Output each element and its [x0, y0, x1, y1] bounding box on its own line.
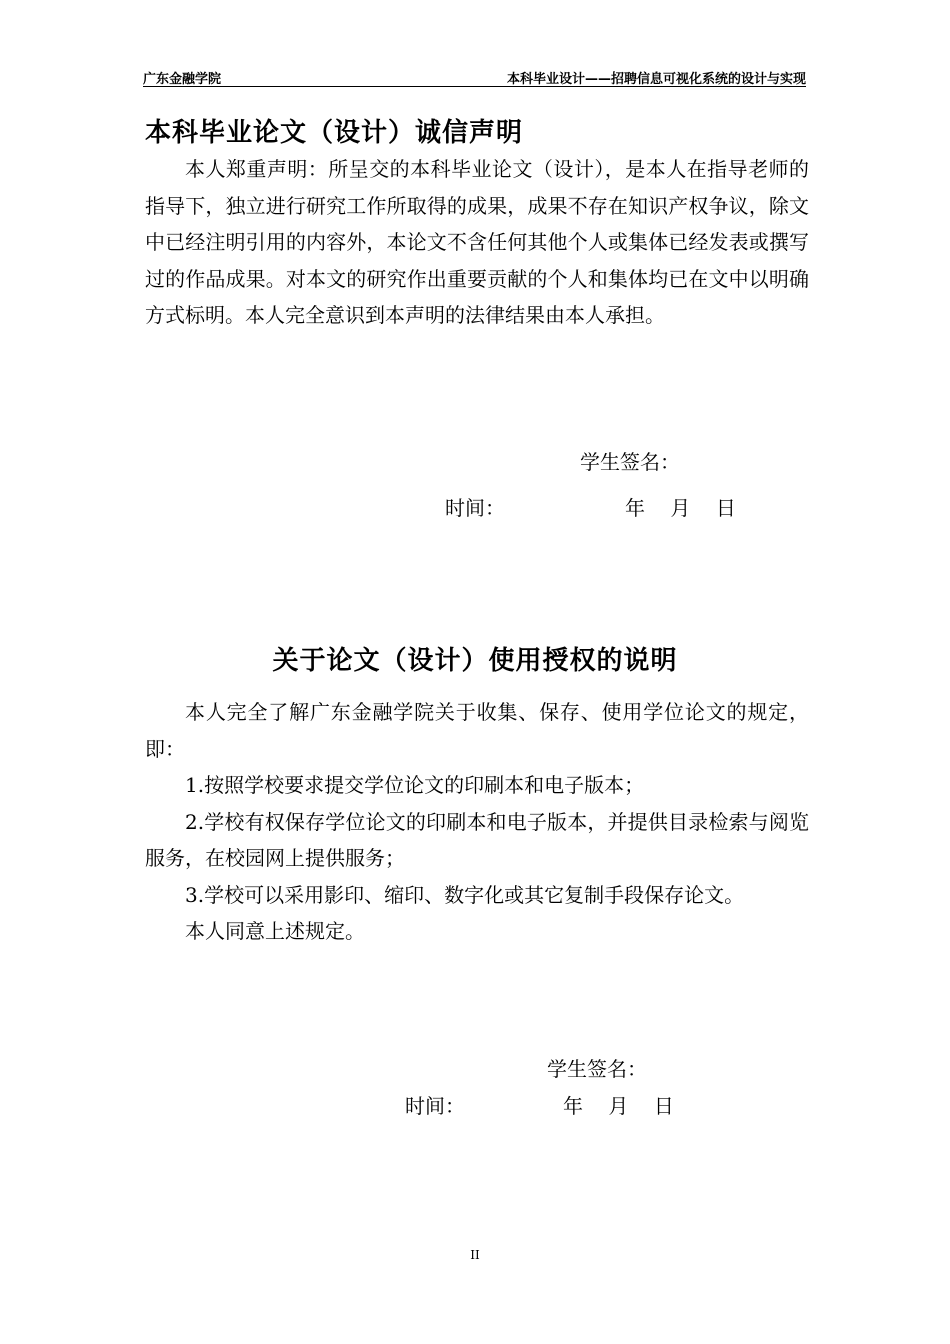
integrity-signature-label: 学生签名： [580, 450, 680, 474]
header-institution: 广东金融学院 [143, 72, 222, 87]
integrity-statement-body [145, 151, 809, 334]
authorization-body [145, 694, 809, 950]
authorization-item-1: 1.按照学校要求提交学位论文的印刷本和电子版本； [185, 773, 645, 797]
authorization-item-2: 2.学校有权保存学位论文的印刷本和电子版本，并提供目录检索与阅览服务，在校园网上提供服务； [145, 809, 809, 870]
authorization-intro: 本人完全了解广东金融学院关于收集、保存、使用学位论文的规定，即： [145, 700, 809, 761]
authorization-date-fields: 年 月 日 [563, 1094, 674, 1118]
integrity-time-label: 时间： [445, 496, 505, 520]
integrity-statement-text: 本人郑重声明：所呈交的本科毕业论文（设计），是本人在指导老师的指导下，独立进行研究工作所取得的成果，成果不存在知识产权争议，除文中已经注明引用的内容外，本论文不含任何其他个人或集体已经发表或撰写过的作品成果。对本文的研究作出重要贡献的个人和集体均已在文中以明确方式标明。本人完全意识到本声明的法律结果由本人承担。 [145, 157, 809, 327]
authorization-signature-label: 学生签名： [547, 1057, 647, 1081]
page-number: II [470, 1248, 480, 1262]
authorization-title: 关于论文（设计）使用授权的说明 [272, 646, 678, 676]
page-header [143, 66, 806, 87]
header-document-title: 本科毕业设计——招聘信息可视化系统的设计与实现 [506, 72, 806, 87]
authorization-consent: 本人同意上述规定。 [185, 919, 365, 943]
authorization-item-3: 3.学校可以采用影印、缩印、数字化或其它复制手段保存论文。 [185, 882, 745, 907]
integrity-statement-title: 本科毕业论文（设计）诚信声明 [145, 118, 524, 148]
authorization-time-label: 时间： [405, 1094, 465, 1118]
integrity-date-fields: 年 月 日 [625, 496, 736, 520]
